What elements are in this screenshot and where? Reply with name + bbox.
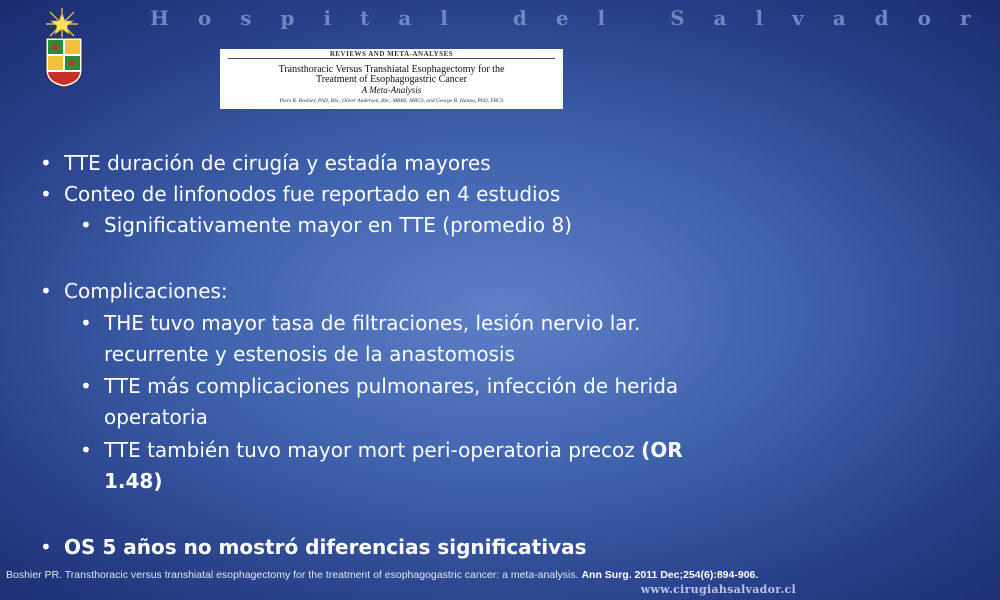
- bullet-marker: •: [40, 182, 52, 206]
- article-title: Transthoracic Versus Transhiatal Esophagectomy for the Treatment of Esophagogastric Cancer: [278, 64, 505, 85]
- bullet-item: [40, 148, 491, 179]
- article-subtitle: A Meta-Analysis: [361, 85, 422, 95]
- bullet-item: [40, 276, 228, 307]
- article-authors: Piers R. Boshier, PhD, BSc, Oliver Anderson, BSc, MBBS, MRCS, and George B. Hanna, PhD, FRCS: [279, 98, 504, 104]
- bullet-text: TTE duración de cirugía y estadía mayores: [64, 151, 491, 175]
- website-url: www.cirugiahsalvador.cl: [640, 583, 796, 596]
- bullet-marker: •: [80, 213, 92, 237]
- bullet-marker: •: [40, 535, 52, 559]
- bullet-text: TTE más complicaciones pulmonares, infección de herida: [104, 374, 679, 398]
- bullet-continuation: recurrente y estenosis de la anastomosis: [104, 342, 515, 366]
- bullet-continuation: operatoria: [104, 405, 208, 429]
- citation-journal: Ann Surg. 2011 Dec;254(6):894-906.: [581, 569, 759, 581]
- bullet-continuation: 1.48): [104, 469, 163, 493]
- bullet-text: Conteo de linfonodos fue reportado en 4 estudios: [64, 182, 561, 206]
- university-crest-icon: [44, 36, 84, 88]
- citation-text: Boshier PR. Transthoracic versus transhiatal esophagectomy for the treatment of esophagogastric cancer: a meta-analysis.: [6, 569, 582, 581]
- bullet-marker: •: [40, 151, 52, 175]
- bullet-text: OS 5 años no mostró diferencias significativas: [64, 535, 587, 559]
- sub-bullet-item: [80, 210, 572, 241]
- bullet-text: THE tuvo mayor tasa de filtraciones, lesión nervio lar.: [104, 311, 641, 335]
- bullet-marker: •: [80, 438, 92, 462]
- bullet-marker: •: [40, 279, 52, 303]
- bullet-item: [40, 179, 561, 210]
- sub-bullet-item: [80, 435, 683, 466]
- bullet-marker: •: [80, 374, 92, 398]
- sub-bullet-item: [80, 371, 679, 402]
- bullet-emphasis: (OR: [641, 438, 683, 462]
- bullet-text: TTE también tuvo mayor mort peri-operatoria precoz: [104, 438, 642, 462]
- header-title: Hospital del Salvador: [150, 6, 1000, 30]
- bullet-marker: •: [80, 311, 92, 335]
- sub-bullet-item: [80, 308, 641, 339]
- article-thumbnail: [220, 49, 563, 109]
- bullet-text: Complicaciones:: [64, 279, 228, 303]
- article-section: REVIEWS AND META-ANALYSES: [228, 49, 555, 59]
- bullet-text: Significativamente mayor en TTE (promedio 8): [104, 213, 572, 237]
- bullet-item-conclusion: [40, 532, 587, 563]
